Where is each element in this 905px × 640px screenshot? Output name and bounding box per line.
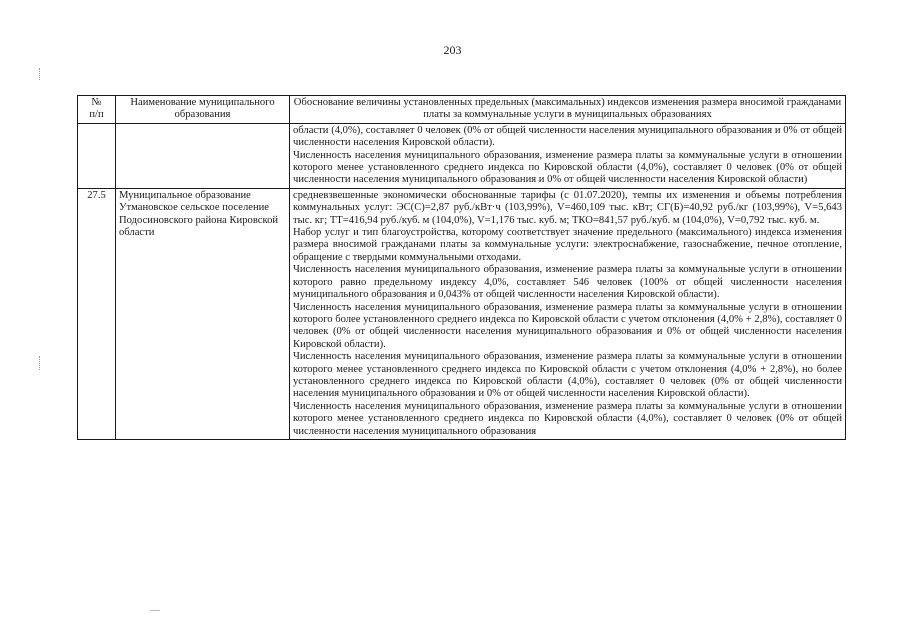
basis-paragraph: Численность населения муниципального образования, изменение размера платы за коммунальные услуги в отношении которого менее установленного среднего индекса по Кировской области (4,0%), составляет 0 человек (0% от общей численности населения муниципального образования — [293, 400, 842, 437]
header-num: № п/п — [78, 96, 116, 124]
row-name-cell — [116, 123, 290, 188]
basis-paragraph: Численность населения муниципального образования, изменение размера платы за коммунальные услуги в отношении которого менее установленного среднего индекса по Кировской области с учетом отклонения (4,0% + 2,8%), но более установленного среднего индекса по Кировской области (4,0%), составляет 0 человек (0% от общей численности населения муниципального образования и 0% от общей численности населения Кировской области). — [293, 351, 842, 400]
basis-paragraph: Набор услуг и тип благоустройства, которому соответствует значение предельного (максимального) индекса изменения размера вносимой гражданами платы за коммунальные услуги: электроснабжение, газоснабжение, печное отопление, обращение с твердыми коммунальными отходами. — [293, 227, 842, 263]
row-num-cell — [78, 123, 116, 188]
header-name: Наименование муниципального образования — [116, 96, 290, 124]
basis-paragraph: области (4,0%), составляет 0 человек (0% от общей численности населения муниципального образования и 0% от общей численности населения Кировской области). — [293, 124, 842, 149]
tariff-table — [77, 95, 846, 440]
page-number: 203 — [443, 43, 462, 57]
margin-mark — [39, 356, 40, 370]
basis-paragraph: Численность населения муниципального образования, изменение размера платы за коммунальные услуги в отношении которого равно предельному индексу 4,0%, составляет 546 человек (100% от общей численности населения муниципального образования и 0,043% от общей численности населения Кировской области). — [293, 264, 842, 301]
table-row-continuation — [78, 123, 846, 188]
scan-artifact — [150, 610, 160, 611]
table-row — [78, 188, 846, 439]
basis-paragraph: Численность населения муниципального образования, изменение размера платы за коммунальные услуги в отношении которого менее установленного среднего индекса по Кировской области (4,0%), составляет 0 человек (0% от общей численности населения муниципального образования и 0% от общей численности населения Кировской области) — [293, 149, 842, 186]
row-name-cell: Муниципальное образование Утмановское сельское поселение Подосиновского района Кировской области — [116, 188, 290, 439]
row-basis-cell — [290, 188, 846, 439]
table-header-row — [78, 96, 846, 124]
header-basis: Обоснование величины установленных предельных (максимальных) индексов изменения размера вносимой гражданами платы за коммунальные услуги в муниципальных образованиях — [290, 96, 846, 124]
row-num-cell: 27.5 — [78, 188, 116, 439]
margin-mark — [39, 68, 40, 80]
basis-paragraph: средневзвешенные экономически обоснованные тарифы (с 01.07.2020), темпы их изменения и объемы потребления коммунальных услуг: ЭС(С)=2,87 руб./кВт·ч (103,99%), V=460,109 тыс. кВт; СГ(Б)=40,92 руб./кг (103,99%), V=5,643 тыс. кг; ТТ=416,94 руб./куб. м (104,0%), V=1,176 тыс. куб. м; ТКО=841,57 руб./куб. м (104,0%), V=0,792 тыс. куб. м. — [293, 189, 842, 226]
basis-paragraph: Численность населения муниципального образования, изменение размера платы за коммунальные услуги в отношении которого более установленного среднего индекса по Кировской области с учетом отклонения (4,0% + 2,8%), составляет 0 человек (0% от общей численности населения муниципального образования и 0% от общей численности населения Кировской области). — [293, 301, 842, 350]
row-basis-cell — [290, 123, 846, 188]
